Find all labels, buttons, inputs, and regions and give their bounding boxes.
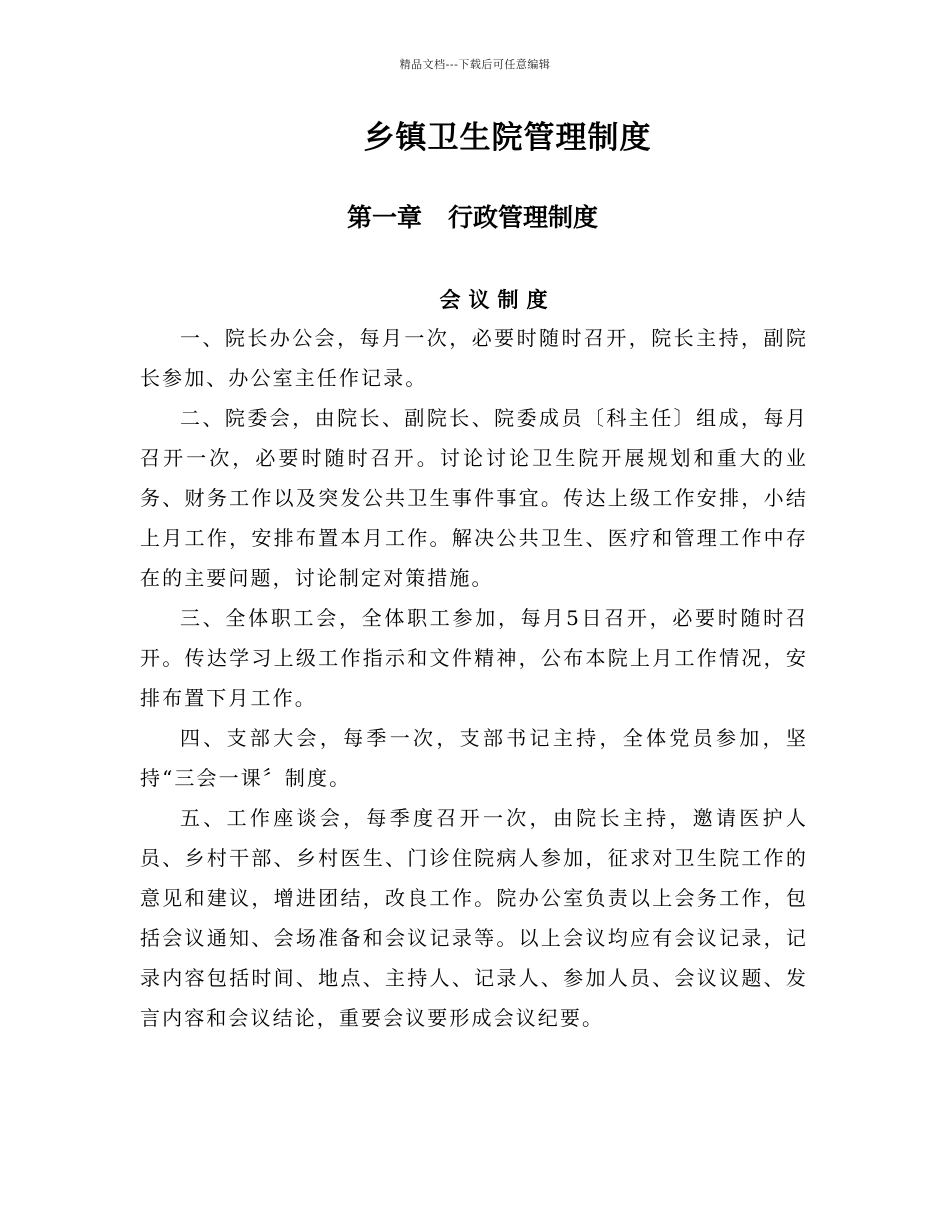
chapter-title: 第一章 行政管理制度 [346,203,599,232]
paragraph-4: 四、支部大会，每季一次，支部书记主持，全体党员参加，坚持“三会一课〞制度。 [140,726,808,790]
paragraph-3: 三、全体职工会，全体职工参加，每月5日召开，必要时随时召开。传达学习上级工作指示和文件精神，公布本院上月工作情况，安排布置下月工作。 [140,606,808,710]
paragraph-1: 一、院长办公会，每月一次，必要时随时召开，院长主持，副院长参加、办公室主任作记录。 [140,326,808,390]
paragraph-5: 五、工作座谈会，每季度召开一次，由院长主持，邀请医护人员、乡村干部、乡村医生、门诊住院病人参加，征求对卫生院工作的意见和建议，增进团结，改良工作。院办公室负责以上会务工作，包括会议通知、会场准备和会议记录等。以上会议均应有会议记录，记录内容包括时间、地点、主持人、记录人、参加人员、会议议题、发言内容和会议结论，重要会议要形成会议纪要。 [140,806,808,1030]
paragraph-2: 二、院委会，由院长、副院长、院委成员〔科主任〕组成，每月召开一次，必要时随时召开。讨论讨论卫生院开展规划和重大的业务、财务工作以及突发公共卫生事件事宜。传达上级工作安排，小结上月工作，安排布置本月工作。解决公共卫生、医疗和管理工作中存在的主要问题，讨论制定对策措施。 [140,406,808,590]
header-note: 精品文档---下载后可任意编辑 [399,58,551,71]
section-title: 会议制度 [439,288,556,312]
document-body [140,318,808,1038]
document-title: 乡镇卫生院管理制度 [363,120,652,156]
